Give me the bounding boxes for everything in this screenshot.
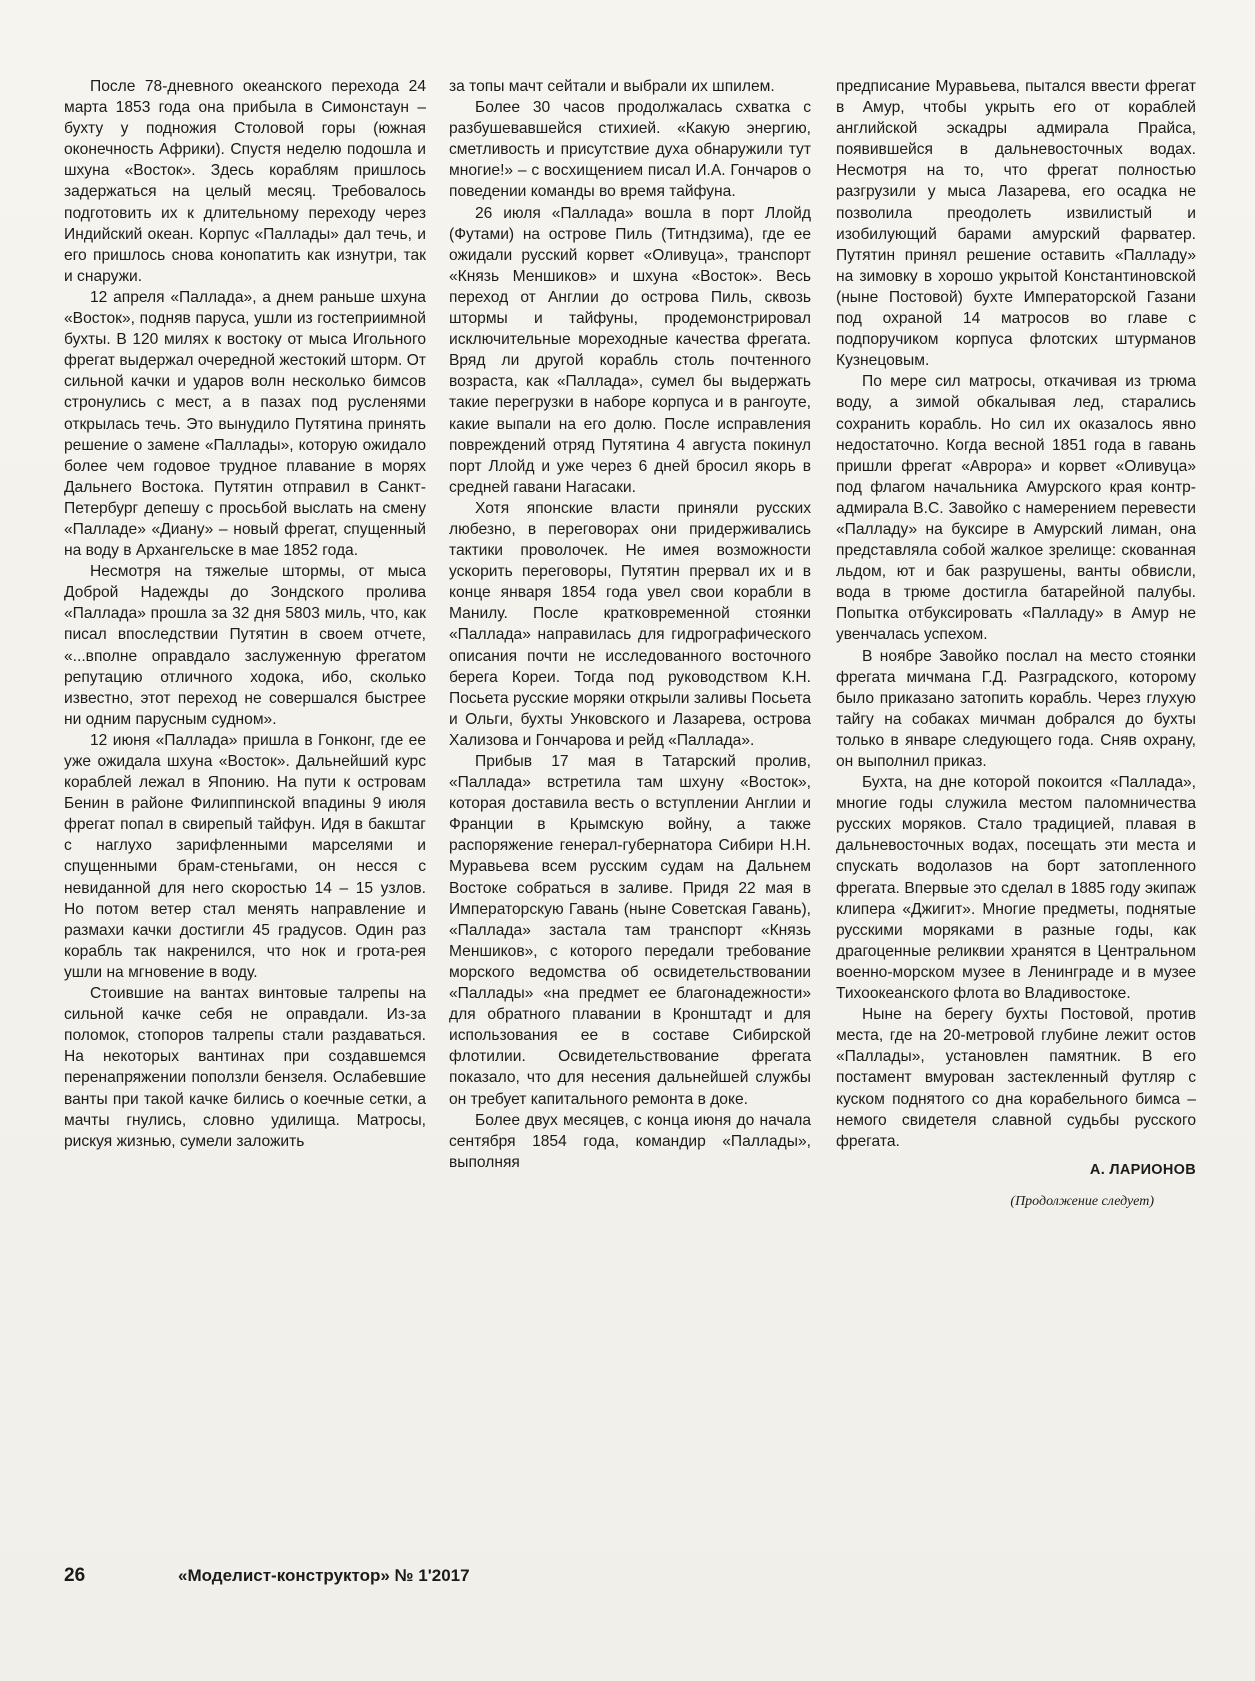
paragraph: Стоившие на вантах винтовые талрепы на сильной качке себя не оправдали. Из-за поломок, стопоров талрепы стали раздаваться. На некоторых вантинах при создавшемся перенапряжении поползли бензеля. Ослабевшие ванты при такой качке бились о коечные сетки, а мачты гнулись, словно удилища. Матросы, рискуя жизнью, сумели заложить — [64, 985, 426, 1150]
author-signature: А. ЛАРИОНОВ — [1089, 1161, 1196, 1178]
paragraph: 12 июня «Паллада» пришла в Гонконг, где ее уже ожидала шхуна «Восток». Дальнейший курс кораблей лежал в Японию. На пути к островам Бенин в районе Филиппинской впадины 9 июля фрегат попал в свирепый тайфун. Идя в бакштаг с наглухо зарифленными марселями и спущенными брам-стеньгами, он несся с невиданной для него скоростью 14 – 15 узлов. Но потом ветер стал менять направление и размахи качки достигли 45 градусов. Один раз корабль так накренился, что нок и грота-рея ушли на мгновение в воду. — [64, 731, 426, 981]
paragraph: Более 30 часов продолжалась схватка с разбушевавшейся стихией. «Какую энергию, сметливость и присутствие духа обнаружили тут многие!» – с восхищением писал И.А. Гончаров о поведении команды во время тайфуна. — [449, 99, 811, 201]
continuation-note: (Продолжение следует) — [1010, 1193, 1154, 1209]
paragraph: В ноябре Завойко послал на место стоянки фрегата мичмана Г.Д. Разградского, которому было приказано затопить корабль. Через глухую тайгу на собаках мичман добрался до бухты только в январе следующего года. Сняв охрану, он выполнил приказ. — [836, 647, 1196, 770]
article-column-1 — [64, 76, 426, 1152]
paragraph: Хотя японские власти приняли русских любезно, в переговорах они придерживались тактики проволочек. Не имея возможности ускорить переговоры, Путятин прервал их и в конце января 1854 года увел свои корабли в Манилу. После кратковременной стоянки «Паллада» направилась для гидрографического описания почти не исследованного восточного берега Кореи. Тогда под руководством К.Н. Посьета русские моряки открыли заливы Посьета и Ольги, бухты Унковского и Лазарева, острова Хализова и Гончарова и рейд «Паллада». — [449, 499, 811, 749]
paragraph: Ныне на берегу бухты Постовой, против места, где на 20-метровой глубине лежит остов «Паллады», установлен памятник. В его постамент вмурован застекленный футляр с куском поднятого со дна корабельного бимса – немого свидетеля славной судьбы русского фрегата. — [836, 1006, 1196, 1150]
paragraph: Прибыв 17 мая в Татарский пролив, «Паллада» встретила там шхуну «Восток», которая доставила весть о вступлении Англии и Франции в Крымскую войну, а также распоряжение генерал-губернатора Сибири Н.Н. Муравьева всем русским судам на Дальнем Востоке собраться в заливе. Придя 22 мая в Императорскую Гавань (ныне Советская Гавань), «Паллада» застала там транспорт «Князь Меншиков», с которого передали требование морского ведомства об освидетельствовании «Паллады» «на предмет ее благонадежности» для обратного плавании в Кронштадт и для использования ее в составе Сибирской флотилии. Освидетельствование фрегата показало, что для несения дальнейшей службы он требует капитального ремонта в доке. — [449, 753, 811, 1108]
page-footer — [64, 1565, 470, 1587]
paragraph: 12 апреля «Паллада», а днем раньше шхуна «Восток», подняв паруса, ушли из гостеприимной бухты. В 120 милях к востоку от мыса Игольного фрегат выдержал очередной жестокий шторм. От сильной качки и ударов волн несколько бимсов стронулись с мест, а в пазах под русленями открылась течь. Это вынудило Путятина принять решение о замене «Паллады», которую ожидало более чем годовое трудное плавание в морях Дальнего Востока. Путятин отправил в Санкт-Петербург депешу с просьбой выслать на смену «Палладе» «Диану» – новый фрегат, спущенный на воду в Архангельске в мае 1852 года. — [64, 288, 426, 560]
paragraph: Несмотря на тяжелые штормы, от мыса Доброй Надежды до Зондского пролива «Паллада» прошла за 32 дня 5803 миль, что, как писал впоследствии Путятин в своем отчете, «...вполне оправдало заслуженную фрегатом репутацию отличного ходока, ибо, сколько известно, этот переход не совершался быстрее ни одним парусным судном». — [64, 563, 426, 728]
magazine-issue: «Моделист-конструктор» № 1'2017 — [178, 1566, 470, 1585]
paragraph: Бухта, на дне которой покоится «Паллада», многие годы служила местом паломничества русских моряков. Стало традицией, плавая в дальневосточных водах, посещать эти места и спускать водолазов на борт затопленного фрегата. Впервые это сделал в 1885 году экипаж клипера «Джигит». Многие предметы, поднятые русскими моряками в разные годы, как драгоценные реликвии хранятся в Центральном военно-морском музее в Ленинграде и в музее Тихоокеанского флота во Владивостоке. — [836, 774, 1196, 1003]
paragraph: за топы мачт сейтали и выбрали их шпилем. — [449, 78, 775, 95]
paragraph: По мере сил матросы, откачивая из трюма воду, а зимой обкалывая лед, старались сохранить корабль. Но сил их оказалось явно недостаточно. Когда весной 1851 года в гавань пришли фрегат «Аврора» и корвет «Оливуца» под флагом начальника Амурского края контр-адмирала В.С. Завойко с намерением перевести «Палладу» на буксире в Амурский лиман, она представляла собой жалкое зрелище: скованная льдом, ют и бак разрушены, ванты обвисли, вода в трюме достигла батарейной палубы. Попытка отбуксировать «Палладу» в Амур не увенчалась успехом. — [836, 373, 1196, 644]
paragraph: После 78-дневного океанского перехода 24 марта 1853 года она прибыла в Симонстаун – бухту у подножия Столовой горы (южная оконечность Африки). Спустя неделю подошла и шхуна «Восток». Здесь кораблям пришлось задержаться на целый месяц. Требовалось подготовить их к длительному переходу через Индийский океан. Корпус «Паллады» дал течь, и его пришлось снова конопатить как изнутри, так и снаружи. — [64, 78, 426, 285]
paragraph: предписание Муравьева, пытался ввести фрегат в Амур, чтобы укрыть его от кораблей английской эскадры адмирала Прайса, появившейся в дальневосточных водах. Несмотря на то, что фрегат полностью разгрузили у мыса Лазарева, его осадка не позволила преодолеть извилистый и изобилующий барами амурский фарватер. Путятин принял решение оставить «Палладу» на зимовку в хорошо укрытой Константиновской (ныне Постовой) бухте Императорской Газани под охраной 14 матросов во главе с подпоручиком корпуса флотских штурманов Кузнецовым. — [836, 78, 1196, 370]
paragraph: 26 июля «Паллада» вошла в порт Ллойд (Футами) на острове Пиль (Титндзима), где ее ожидали русский корвет «Оливуца», транспорт «Князь Меншиков» и шхуна «Восток». Весь переход от Англии до острова Пиль, сквозь штормы и тайфуны, продемонстрировал исключительные мореходные качества фрегата. Вряд ли другой корабль столь почтенного возраста, как «Паллада», сумел бы выдержать такие перегрузки в наборе корпуса и в рангоуте, какие выпали на его долю. После исправления повреждений отряд Путятина 4 августа покинул порт Ллойд и уже через 6 дней бросил якорь в средней гавани Нагасаки. — [449, 204, 811, 496]
article-column-3 — [836, 76, 1196, 1212]
page-number: 26 — [64, 1565, 86, 1586]
column-3-paragraphs — [836, 76, 1196, 1152]
article-column-2 — [449, 76, 811, 1173]
paragraph: Более двух месяцев, с конца июня до начала сентября 1854 года, командир «Паллады», выполняя — [449, 1111, 811, 1171]
